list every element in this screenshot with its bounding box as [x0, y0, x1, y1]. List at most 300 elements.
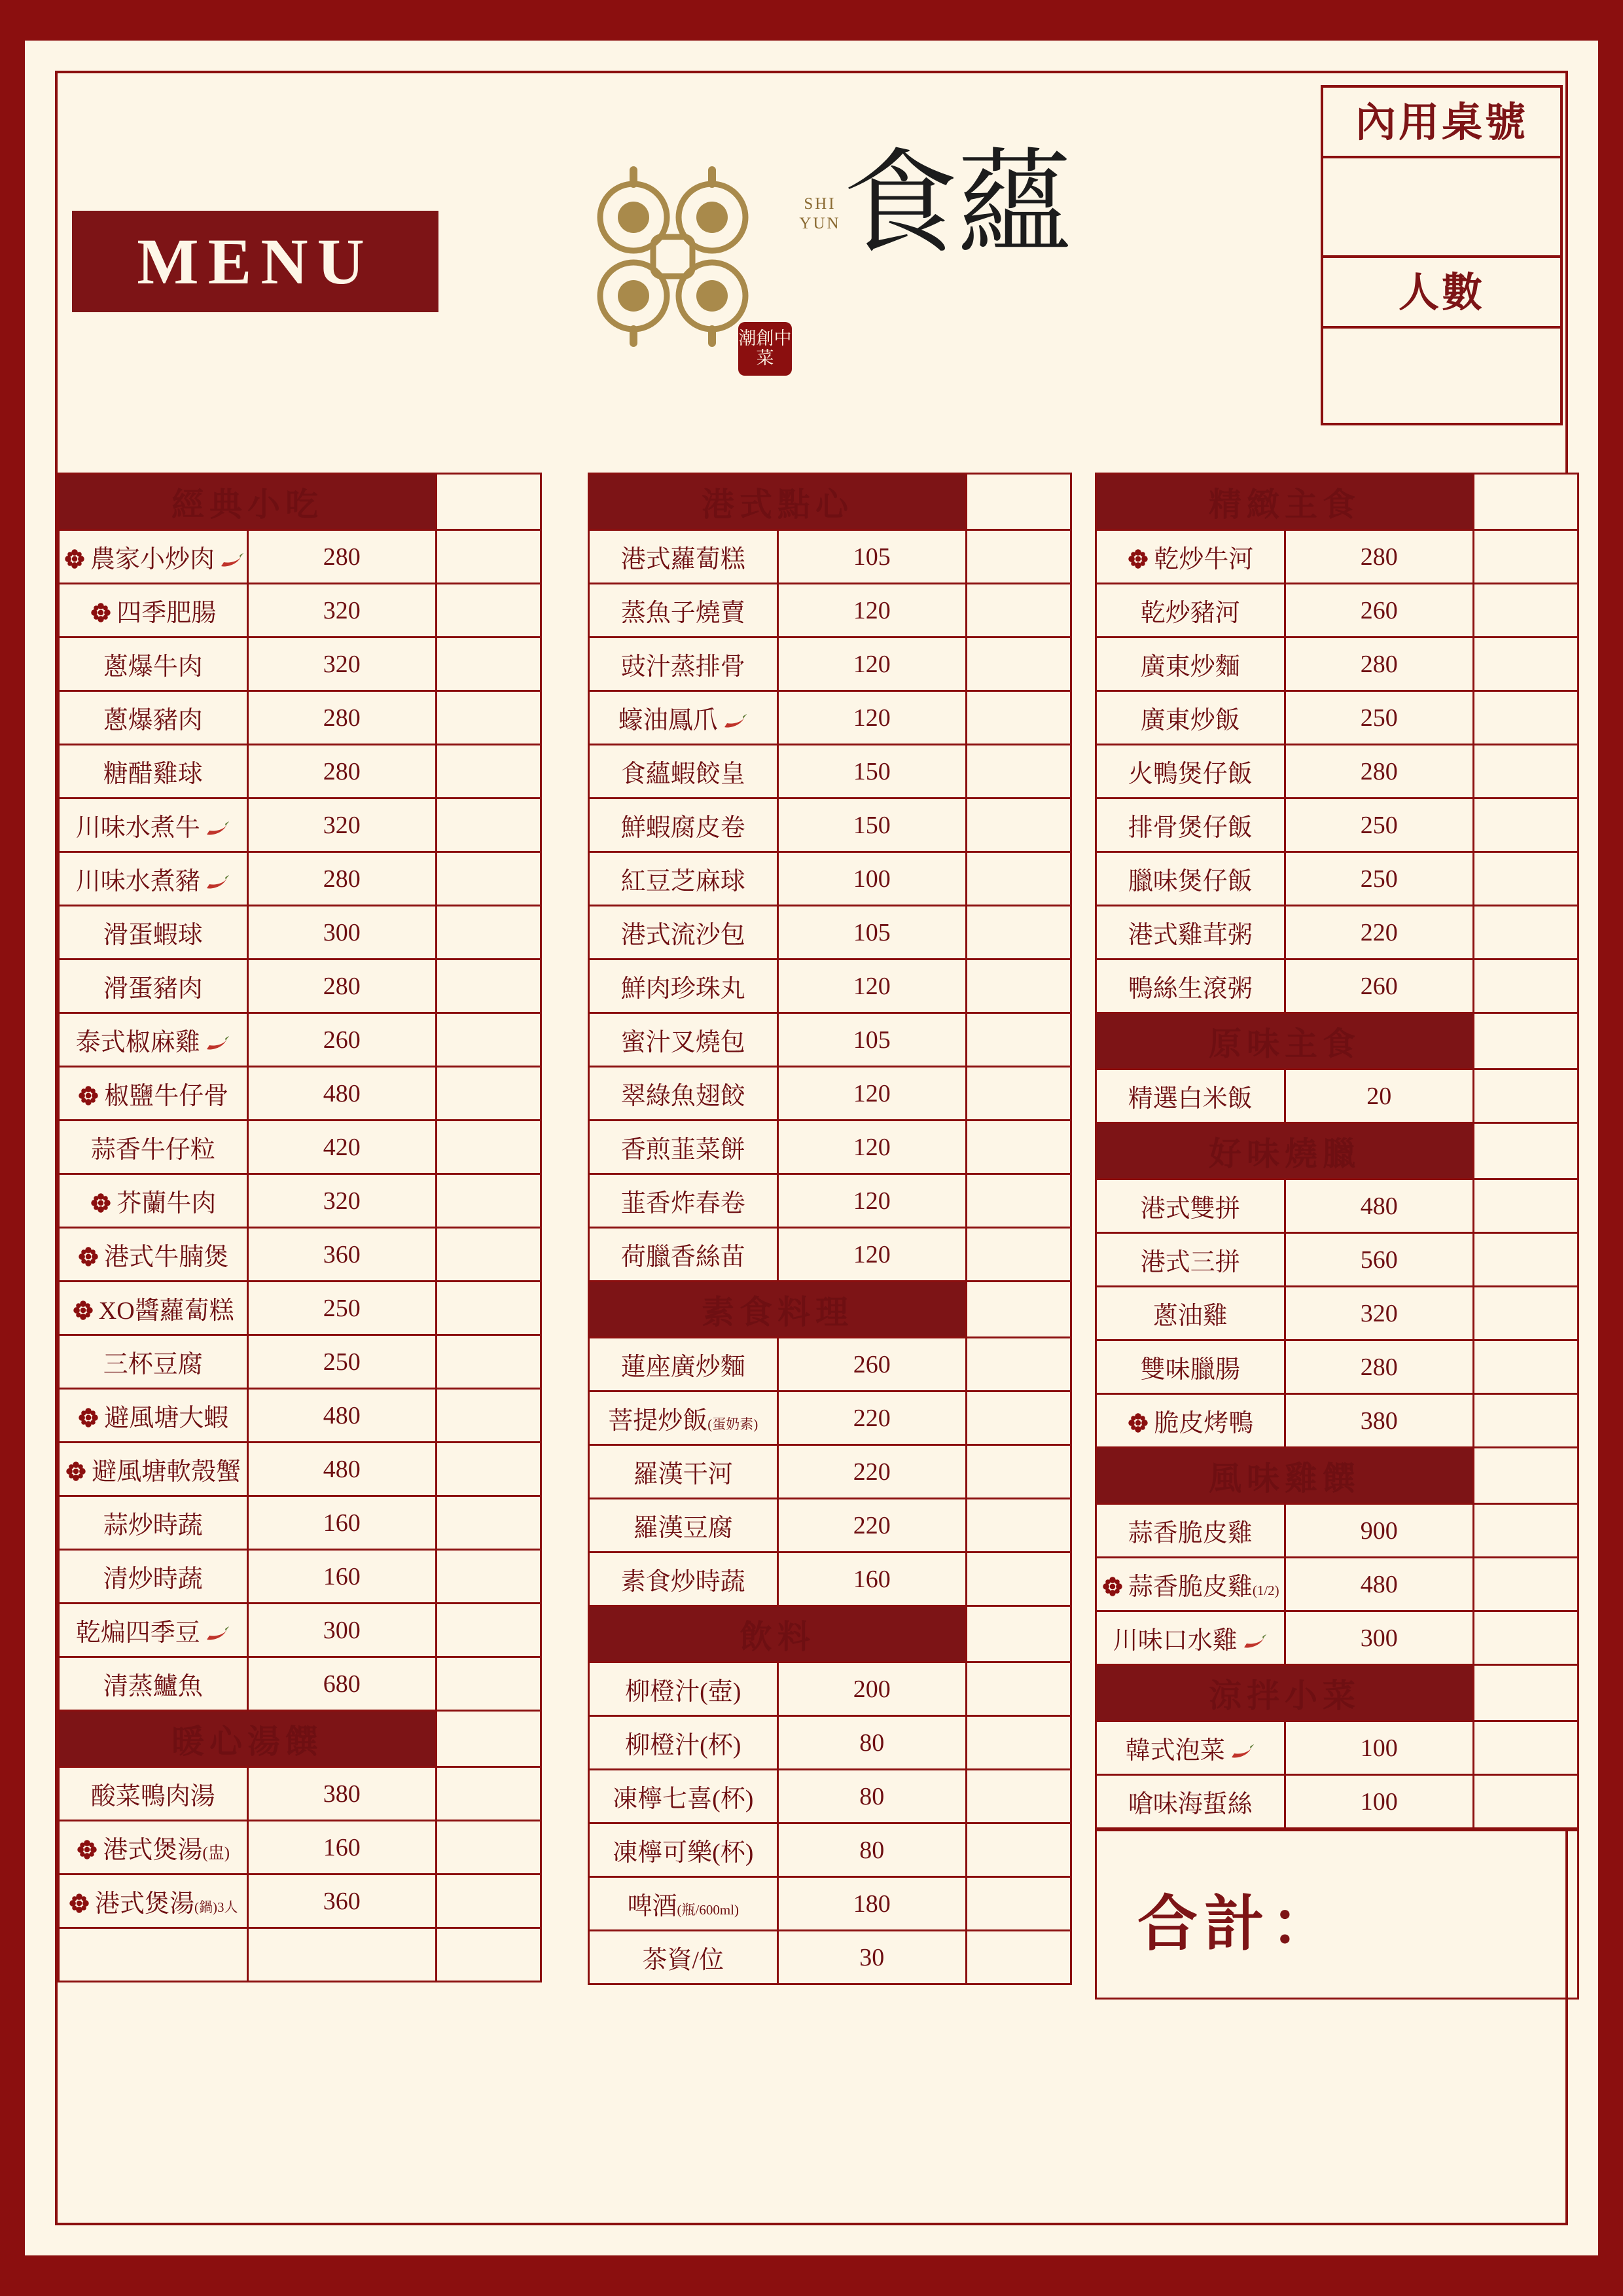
item-price: 105 — [777, 906, 967, 960]
qty-cell[interactable] — [437, 906, 541, 960]
item-price: 105 — [777, 1013, 967, 1067]
qty-cell[interactable] — [437, 1657, 541, 1711]
item-price: 320 — [1285, 1287, 1474, 1340]
item-price: 160 — [247, 1821, 437, 1874]
item-price: 160 — [777, 1552, 967, 1606]
people-count-field[interactable] — [1323, 329, 1560, 428]
qty-cell[interactable] — [437, 745, 541, 798]
qty-cell[interactable] — [1474, 1558, 1578, 1611]
qty-cell[interactable] — [437, 1121, 541, 1174]
qty-cell[interactable] — [967, 1121, 1071, 1174]
brand-name-cn: 食蘊 — [843, 141, 1072, 268]
item-name — [59, 960, 248, 1013]
item-name — [1096, 745, 1285, 798]
qty-cell[interactable] — [1474, 637, 1578, 691]
qty-cell[interactable] — [967, 1931, 1071, 1984]
item-name — [589, 530, 778, 584]
item-price: 260 — [1285, 960, 1474, 1013]
menu-row — [589, 1552, 1071, 1606]
menu-header — [58, 73, 1563, 446]
qty-cell[interactable] — [1474, 474, 1578, 530]
item-name — [1096, 691, 1285, 745]
section-title: 暖心湯饌 — [59, 1711, 437, 1767]
item-price: 300 — [1285, 1611, 1474, 1665]
item-note: (1/2) — [1252, 1583, 1279, 1598]
item-price: 280 — [1285, 745, 1474, 798]
qty-cell[interactable] — [1474, 1448, 1578, 1504]
table-number-field[interactable] — [1323, 158, 1560, 258]
menu-table-2 — [588, 473, 1072, 1985]
item-name — [589, 852, 778, 906]
item-label: 廣東炒飯 — [1140, 707, 1240, 734]
menu-row — [59, 852, 541, 906]
qty-cell[interactable] — [967, 1391, 1071, 1445]
qty-cell[interactable] — [967, 1770, 1071, 1823]
menu-row — [59, 1657, 541, 1711]
item-name — [1096, 798, 1285, 852]
item-name — [589, 584, 778, 637]
item-name — [59, 1174, 248, 1228]
item-label: 乾炒豬河 — [1140, 600, 1240, 627]
qty-cell[interactable] — [437, 1443, 541, 1496]
section-header-row — [589, 1282, 1071, 1338]
item-label: 豉汁蒸排骨 — [620, 653, 745, 681]
menu-row — [1096, 1233, 1578, 1287]
menu-row — [589, 1338, 1071, 1391]
qty-cell[interactable] — [1474, 1775, 1578, 1829]
item-price: 220 — [777, 1499, 967, 1552]
qty-cell[interactable] — [967, 798, 1071, 852]
item-name — [1096, 1611, 1285, 1665]
menu-row — [59, 906, 541, 960]
menu-row — [589, 1770, 1071, 1823]
qty-cell[interactable] — [1474, 1123, 1578, 1179]
qty-cell[interactable] — [1474, 798, 1578, 852]
menu-row — [589, 1228, 1071, 1282]
item-price: 300 — [247, 906, 437, 960]
signature-flower-icon — [90, 1192, 112, 1214]
item-price: 120 — [777, 1228, 967, 1282]
qty-cell[interactable] — [967, 906, 1071, 960]
menu-row — [59, 1767, 541, 1821]
item-price: 80 — [777, 1823, 967, 1877]
item-name — [59, 1874, 248, 1928]
qty-cell[interactable] — [967, 474, 1071, 530]
qty-cell[interactable] — [437, 1874, 541, 1928]
item-price: 120 — [777, 637, 967, 691]
qty-cell[interactable] — [1474, 1665, 1578, 1721]
menu-row — [59, 1013, 541, 1067]
qty-cell[interactable] — [967, 691, 1071, 745]
qty-cell[interactable] — [967, 1067, 1071, 1121]
item-name — [589, 1338, 778, 1391]
qty-cell[interactable] — [967, 1716, 1071, 1770]
item-label: 港式煲湯 — [94, 1890, 194, 1918]
qty-cell[interactable] — [437, 474, 541, 530]
item-label: 乾炒牛河 — [1154, 546, 1254, 573]
menu-row — [1096, 852, 1578, 906]
menu-row — [59, 1174, 541, 1228]
item-label: 啤酒 — [627, 1893, 677, 1920]
item-price: 320 — [247, 798, 437, 852]
qty-cell[interactable] — [967, 1606, 1071, 1662]
qty-cell[interactable] — [437, 960, 541, 1013]
item-price: 280 — [247, 745, 437, 798]
item-name — [1096, 1775, 1285, 1829]
item-label: 蒜炒時蔬 — [103, 1512, 203, 1539]
item-label: 脆皮烤鴨 — [1154, 1410, 1254, 1437]
qty-cell[interactable] — [437, 1174, 541, 1228]
qty-cell[interactable] — [967, 1013, 1071, 1067]
qty-cell[interactable] — [1474, 1340, 1578, 1394]
item-label: 食蘊蝦餃皇 — [620, 761, 745, 788]
qty-cell[interactable] — [1474, 1233, 1578, 1287]
item-label: 素食炒時蔬 — [620, 1568, 745, 1596]
item-label: 農家小炒肉 — [90, 546, 215, 573]
qty-cell[interactable] — [437, 1228, 541, 1282]
item-label: 菩提炒飯 — [608, 1407, 708, 1435]
menu-row — [59, 960, 541, 1013]
menu-row — [59, 530, 541, 584]
item-name — [589, 1121, 778, 1174]
item-name — [59, 1443, 248, 1496]
section-header-row — [1096, 474, 1578, 530]
section-header-row — [1096, 1013, 1578, 1069]
item-price — [247, 1928, 437, 1982]
signature-flower-icon — [68, 1892, 90, 1914]
menu-row — [59, 1335, 541, 1389]
item-label: 蔥爆豬肉 — [103, 707, 203, 734]
item-price: 480 — [247, 1389, 437, 1443]
item-label: 韓式泡菜 — [1125, 1737, 1225, 1765]
menu-row — [59, 1282, 541, 1335]
item-label: 蠔油鳳爪 — [618, 707, 718, 734]
signature-flower-icon — [76, 1839, 98, 1861]
item-price: 360 — [247, 1228, 437, 1282]
menu-row — [589, 1445, 1071, 1499]
menu-row — [1096, 906, 1578, 960]
spicy-chili-icon — [1241, 1628, 1268, 1645]
qty-cell[interactable] — [437, 530, 541, 584]
qty-cell[interactable] — [437, 1389, 541, 1443]
item-name — [59, 745, 248, 798]
qty-cell[interactable] — [1474, 906, 1578, 960]
qty-cell[interactable] — [967, 1338, 1071, 1391]
item-price: 180 — [777, 1877, 967, 1931]
item-label: 火鴨煲仔飯 — [1128, 761, 1253, 788]
item-name — [589, 1499, 778, 1552]
qty-cell[interactable] — [1474, 1013, 1578, 1069]
item-price: 560 — [1285, 1233, 1474, 1287]
qty-cell[interactable] — [967, 960, 1071, 1013]
item-label: 椒鹽牛仔骨 — [104, 1083, 229, 1110]
item-price: 320 — [247, 1174, 437, 1228]
qty-cell[interactable] — [967, 584, 1071, 637]
item-label: 嗆味海蜇絲 — [1128, 1791, 1253, 1818]
item-label: 蒜香脆皮雞 — [1128, 1520, 1253, 1547]
section-header-row — [1096, 1123, 1578, 1179]
menu-row — [589, 852, 1071, 906]
menu-row — [59, 584, 541, 637]
item-label: 泰式椒麻雞 — [75, 1029, 200, 1056]
item-price: 380 — [247, 1767, 437, 1821]
item-label: 清炒時蔬 — [103, 1566, 203, 1593]
item-name — [59, 1496, 248, 1550]
item-name — [589, 1174, 778, 1228]
qty-cell[interactable] — [437, 1013, 541, 1067]
menu-row — [589, 1499, 1071, 1552]
item-name — [59, 691, 248, 745]
item-price: 80 — [777, 1716, 967, 1770]
item-name — [589, 1823, 778, 1877]
menu-row — [1096, 1069, 1578, 1123]
qty-cell[interactable] — [967, 1445, 1071, 1499]
menu-row — [59, 1928, 541, 1982]
item-price: 360 — [247, 1874, 437, 1928]
item-label: 蓮座廣炒麵 — [620, 1354, 745, 1381]
section-title: 飲料 — [589, 1606, 967, 1662]
qty-cell[interactable] — [437, 691, 541, 745]
item-name — [589, 1716, 778, 1770]
item-name — [589, 637, 778, 691]
item-label: 翠綠魚翅餃 — [620, 1083, 745, 1110]
spicy-chili-icon — [204, 869, 230, 886]
qty-cell[interactable] — [1474, 1179, 1578, 1233]
brand-seal: 潮創中菜 — [738, 322, 792, 376]
signature-flower-icon — [1101, 1575, 1124, 1598]
qty-cell[interactable] — [967, 1282, 1071, 1338]
menu-row — [589, 584, 1071, 637]
menu-row — [589, 637, 1071, 691]
qty-cell[interactable] — [437, 1767, 541, 1821]
spicy-chili-icon — [722, 708, 748, 725]
item-price: 420 — [247, 1121, 437, 1174]
item-name — [59, 1604, 248, 1657]
item-price: 220 — [777, 1391, 967, 1445]
menu-row — [59, 745, 541, 798]
item-label: 川味水煮豬 — [75, 868, 200, 895]
menu-table-1 — [58, 473, 542, 1982]
item-note: (蛋奶素) — [707, 1416, 758, 1432]
qty-cell[interactable] — [1474, 1611, 1578, 1665]
item-price: 900 — [1285, 1504, 1474, 1558]
item-price: 120 — [777, 1067, 967, 1121]
item-name — [59, 798, 248, 852]
item-name — [589, 691, 778, 745]
section-header-row — [1096, 1665, 1578, 1721]
menu-row — [1096, 745, 1578, 798]
qty-cell[interactable] — [437, 1550, 541, 1604]
item-price: 250 — [1285, 691, 1474, 745]
item-label: 柳橙汁(杯) — [625, 1732, 741, 1759]
spicy-chili-icon — [219, 547, 245, 564]
item-label: 避風塘大蝦 — [104, 1405, 229, 1432]
menu-table-3 — [1095, 473, 1579, 1829]
qty-cell[interactable] — [967, 530, 1071, 584]
qty-cell[interactable] — [967, 1823, 1071, 1877]
menu-row — [589, 1174, 1071, 1228]
item-label: 香煎韮菜餅 — [620, 1136, 745, 1164]
item-price: 260 — [777, 1338, 967, 1391]
item-price: 120 — [777, 584, 967, 637]
item-label: 酸菜鴨肉湯 — [90, 1783, 215, 1810]
qty-cell[interactable] — [967, 1552, 1071, 1606]
qty-cell[interactable] — [1474, 1394, 1578, 1448]
item-name — [1096, 637, 1285, 691]
signature-flower-icon — [77, 1246, 99, 1268]
menu-row — [59, 1874, 541, 1928]
item-name — [1096, 960, 1285, 1013]
menu-row — [1096, 1287, 1578, 1340]
section-title: 風味雞饌 — [1096, 1448, 1474, 1504]
menu-row — [1096, 584, 1578, 637]
item-price: 680 — [247, 1657, 437, 1711]
qty-cell[interactable] — [967, 1877, 1071, 1931]
qty-cell[interactable] — [437, 798, 541, 852]
item-name — [589, 1067, 778, 1121]
section-title: 經典小吃 — [59, 474, 437, 530]
qty-cell[interactable] — [967, 745, 1071, 798]
qty-cell[interactable] — [437, 1282, 541, 1335]
menu-row — [59, 1604, 541, 1657]
qty-cell[interactable] — [437, 584, 541, 637]
item-name — [589, 1662, 778, 1716]
item-price: 120 — [777, 1174, 967, 1228]
section-title: 原味主食 — [1096, 1013, 1474, 1069]
menu-row — [1096, 691, 1578, 745]
qty-cell[interactable] — [967, 1662, 1071, 1716]
item-price: 480 — [247, 1443, 437, 1496]
item-label: 港式三拼 — [1140, 1249, 1240, 1276]
item-name — [59, 637, 248, 691]
menu-row — [589, 1662, 1071, 1716]
item-name — [59, 1821, 248, 1874]
item-label: 三杯豆腐 — [103, 1351, 203, 1378]
qty-cell[interactable] — [437, 1821, 541, 1874]
qty-cell[interactable] — [1474, 1069, 1578, 1123]
section-header-row — [589, 474, 1071, 530]
qty-cell[interactable] — [437, 1711, 541, 1767]
qty-cell[interactable] — [437, 1604, 541, 1657]
qty-cell[interactable] — [1474, 530, 1578, 584]
signature-flower-icon — [72, 1299, 94, 1321]
item-label: 乾煸四季豆 — [75, 1619, 200, 1647]
menu-row — [589, 960, 1071, 1013]
qty-cell[interactable] — [967, 852, 1071, 906]
guest-info-box — [1321, 85, 1563, 425]
menu-row — [59, 1496, 541, 1550]
item-label: 滑蛋豬肉 — [103, 975, 203, 1003]
item-label: 蒜香脆皮雞 — [1128, 1573, 1253, 1601]
qty-cell[interactable] — [437, 1335, 541, 1389]
item-price: 30 — [777, 1931, 967, 1984]
item-label: 蜜汁叉燒包 — [620, 1029, 745, 1056]
menu-row — [1096, 960, 1578, 1013]
item-name — [59, 1657, 248, 1711]
item-label: 臘味煲仔飯 — [1128, 868, 1253, 895]
qty-cell[interactable] — [437, 1067, 541, 1121]
item-name — [1096, 852, 1285, 906]
item-note: (鍋)3人 — [194, 1899, 238, 1915]
item-price: 100 — [777, 852, 967, 906]
qty-cell[interactable] — [1474, 691, 1578, 745]
menu-row — [59, 691, 541, 745]
qty-cell[interactable] — [437, 852, 541, 906]
section-title: 好味燒臘 — [1096, 1123, 1474, 1179]
qty-cell[interactable] — [437, 637, 541, 691]
item-name — [1096, 906, 1285, 960]
item-price: 250 — [247, 1335, 437, 1389]
item-name — [1096, 584, 1285, 637]
qty-cell[interactable] — [437, 1928, 541, 1982]
item-name — [59, 1228, 248, 1282]
item-name — [59, 1389, 248, 1443]
menu-row — [1096, 1394, 1578, 1448]
item-price: 120 — [777, 1121, 967, 1174]
item-price: 150 — [777, 745, 967, 798]
item-label: 凍檸七喜(杯) — [613, 1785, 754, 1813]
total-label: 合計： — [1137, 1891, 1338, 1958]
menu-row — [1096, 1611, 1578, 1665]
menu-row — [589, 745, 1071, 798]
item-price: 250 — [1285, 852, 1474, 906]
item-price: 200 — [777, 1662, 967, 1716]
item-label: 雙味臘腸 — [1140, 1356, 1240, 1384]
item-price: 100 — [1285, 1775, 1474, 1829]
menu-row — [589, 1877, 1071, 1931]
item-label: 紅豆芝麻球 — [620, 868, 745, 895]
qty-cell[interactable] — [1474, 1721, 1578, 1775]
item-price: 220 — [1285, 906, 1474, 960]
qty-cell[interactable] — [1474, 584, 1578, 637]
qty-cell[interactable] — [437, 1496, 541, 1550]
qty-cell[interactable] — [967, 1174, 1071, 1228]
item-label: 鮮蝦腐皮卷 — [620, 814, 745, 842]
item-name — [589, 798, 778, 852]
qty-cell[interactable] — [967, 1228, 1071, 1282]
menu-row — [59, 1067, 541, 1121]
item-price: 280 — [1285, 637, 1474, 691]
section-title: 涼拌小菜 — [1096, 1665, 1474, 1721]
item-price: 260 — [1285, 584, 1474, 637]
qty-cell[interactable] — [1474, 745, 1578, 798]
item-price: 280 — [247, 691, 437, 745]
item-name — [1096, 1233, 1285, 1287]
item-price: 320 — [247, 637, 437, 691]
item-price: 80 — [777, 1770, 967, 1823]
qty-cell[interactable] — [967, 1499, 1071, 1552]
menu-row — [589, 1121, 1071, 1174]
item-name — [589, 1552, 778, 1606]
total-box — [1095, 1829, 1579, 2000]
qty-cell[interactable] — [1474, 852, 1578, 906]
item-label: XO醬蘿蔔糕 — [98, 1297, 234, 1325]
brand-romaji: SHI YUN — [799, 195, 841, 232]
qty-cell[interactable] — [967, 637, 1071, 691]
spicy-chili-icon — [204, 815, 230, 832]
item-name — [589, 745, 778, 798]
qty-cell[interactable] — [1474, 1287, 1578, 1340]
people-count-label: 人數 — [1323, 258, 1560, 329]
menu-row — [589, 1716, 1071, 1770]
item-name — [1096, 530, 1285, 584]
menu-column-1 — [58, 473, 542, 1982]
qty-cell[interactable] — [1474, 960, 1578, 1013]
item-name — [589, 1445, 778, 1499]
qty-cell[interactable] — [1474, 1504, 1578, 1558]
item-label: 鮮肉珍珠丸 — [620, 975, 745, 1003]
menu-row — [59, 1228, 541, 1282]
